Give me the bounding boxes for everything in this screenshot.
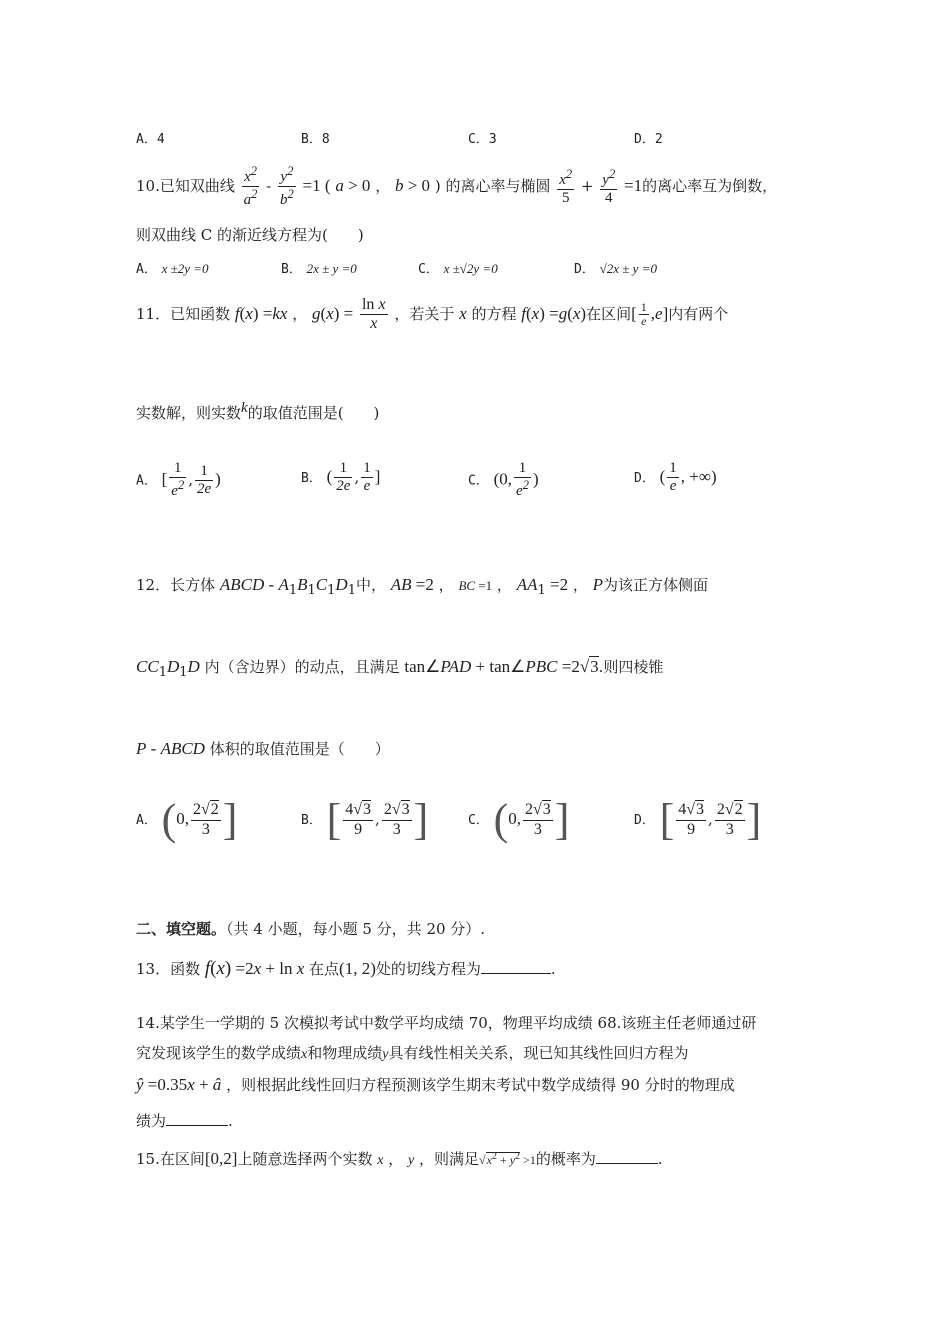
q12-option-c: C． (0, $\frac{2√3}{3}$ ] [468, 795, 570, 844]
q9-option-a: A．4 [136, 132, 165, 147]
q12-line2: $CC_1D_1D$ 内（含边界）的动点，且满足 tan∠PAD + tan∠PBC =2√3.则四棱锥 [136, 657, 664, 680]
q11-option-d: D． ( $\frac{1}{e}$ , +∞) [634, 460, 717, 495]
q10-text1: 已知双曲线 [159, 176, 235, 195]
q10-text2: 的离心率与椭圆 [445, 176, 551, 195]
q14-line1: 14.某学生一学期的 5 次模拟考试中数学平均成绩 70，物理平均成绩 68.该班主任老师通过研 [136, 1014, 757, 1032]
q9-option-d: D．2 [634, 132, 663, 147]
q11-option-a: A． [ $\frac{1}{e^2}$ , $\frac{1}{2e}$ ) [136, 460, 221, 500]
section2-rest: （共 4 小题，每小题 5 分，共 20 分）. [226, 920, 486, 938]
q9-option-b: B．8 [301, 132, 330, 147]
q12-line1: 12．长方体 ABCD - $A_1B_1C_1D_1$中， AB =2 ， BC =1 ， $AA_1 =2$ ， P为该正方体侧面 [136, 575, 709, 598]
q11-option-c: C． (0, $\frac{1}{e^2}$ ) [468, 460, 539, 500]
q10-text3: 的离心率互为倒数， [642, 176, 778, 195]
q10-option-a: A． x ±2y =0 [136, 261, 209, 277]
q10-number: 10. [136, 176, 160, 195]
q12-option-b: B． [ $\frac{4√3}{9}$ , $\frac{2√3}{3}$ ] [301, 795, 429, 844]
q10-option-c: C． x ±√2y =0 [418, 261, 498, 277]
q10-line2: 则双曲线 C 的渐近线方程为( ) [136, 226, 364, 244]
q14-line2: 究发现该学生的数学成绩x和物理成绩y具有线性相关关系，现已知其线性回归方程为 [136, 1044, 689, 1062]
q11-line1: 11．已知函数 f(x) =kx ， g(x) = $\frac{\text{ln x}}{x}$ ，若关于 x 的方程 f(x) =g(x)在区间[ $\frac{1}{e}$ ,e]内有两个 [136, 296, 729, 333]
q12-option-d: D． [ $\frac{4√3}{9}$ , $\frac{2√2}{3}$ ] [634, 795, 762, 844]
section2-heading [136, 918, 485, 939]
q9-option-c: C．3 [468, 132, 497, 147]
q13: 13．函数 f(x) =2x + ln x 在点(1, 2)处的切线方程为 . [136, 958, 556, 979]
section2-title: 二、填空题。 [136, 920, 227, 938]
q15: 15.在区间[0,2]上随意选择两个实数 x ， y ，则满足$√x^2 + y^2 >1$的概率为 . [136, 1149, 663, 1168]
q10-line1: 10.已知双曲线 $\frac{x^2}{a^2}$ - $\frac{y^2}{b^2}$ =1 ( a > 0 ， b > 0 ) 的离心率与椭圆 $\frac{x^2}{5}$ + $\frac{y^2}{4}$ =1的离心率互为倒数， [136, 164, 778, 209]
q12-option-a: A． (0, $\frac{2√2}{3}$ ] [136, 795, 238, 844]
q10-option-d: D． √2x ± y =0 [574, 261, 657, 277]
q14-line3: ŷ =0.35x + â ，则根据此线性回归方程预测该学生期末考试中数学成绩得 90 分时的物理成 [136, 1075, 735, 1094]
q11-line2: 实数解，则实数$^k$的取值范围是( ) [136, 400, 380, 422]
q11-option-b: B． ( $\frac{1}{2e}$ , $\frac{1}{e}$ ] [301, 460, 381, 495]
q10-option-b: B． 2x ± y =0 [281, 261, 357, 277]
q12-line3: P - ABCD 体积的取值范围是（ ） [136, 739, 390, 758]
q14-line4: 绩为 . [136, 1112, 233, 1130]
